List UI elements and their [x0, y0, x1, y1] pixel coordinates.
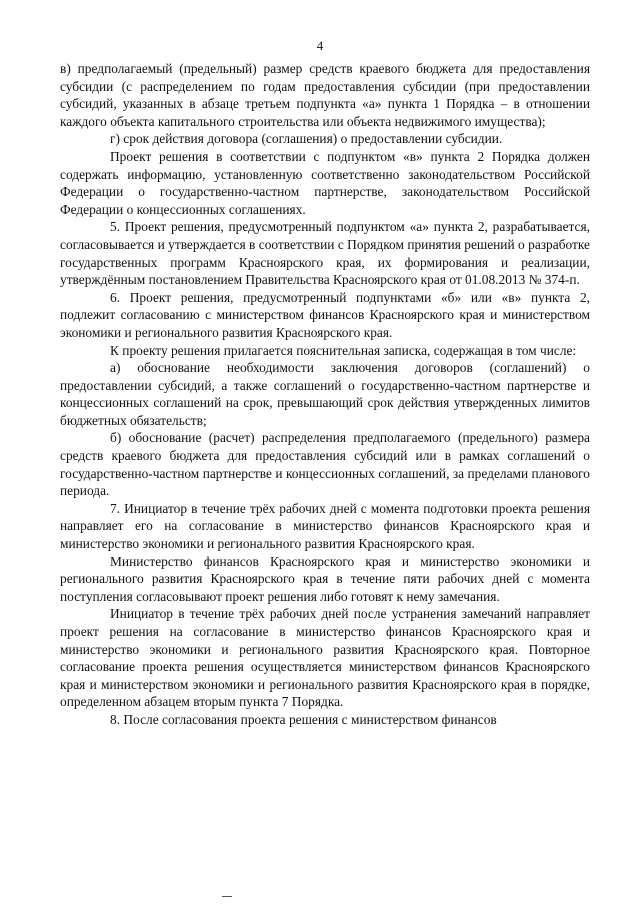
paragraph-item-6: 6. Проект решения, предусмотренный подпунктами «б» или «в» пункта 2, подлежит согласованию с министерством финансов Красноярского края и министерством экономики и регионального развития Красноярского края.	[60, 289, 590, 340]
paragraph-item-7: 7. Инициатор в течение трёх рабочих дней с момента подготовки проекта решения направляет его на согласование в министерство финансов Красноярского края и министерство экономики и регионального развития Красноярского края.	[60, 500, 590, 552]
paragraph-v: в) предполагаемый (предельный) размер средств краевого бюджета для предоставления субсидии (с распределением по годам предоставления субсидии (при предоставлении субсидий, указанных в абзаце третьем подпункта «а» пункта 1 Порядка – в отношении каждого объекта капитального строительства или объекта недвижимого имущества);	[60, 61, 590, 129]
footer-mark	[222, 896, 232, 897]
paragraph-b: б) обоснование (расчет) распределения предполагаемого (предельного) размера средств краевого бюджета для предоставления субсидий или в рамках соглашений о государственно-частном партнерстве и концессионных соглашений, за пределами планового периода.	[60, 430, 590, 499]
paragraph-item-8: 8. После согласования проекта решения с министерством финансов	[110, 711, 497, 727]
paragraph-explanatory-note: К проекту решения прилагается пояснительная записка, содержащая в том числе:	[110, 342, 577, 358]
page-number: 4	[316, 38, 324, 53]
paragraph-a: а) обоснование необходимости заключения договоров (соглашений) о предоставлении субсидий, а также соглашений о государственно-частном партнерстве и концессионных соглашений на срок, превышающий срок действия утвержденных лимитов бюджетных обязательств;	[60, 360, 590, 428]
paragraph-project-v: Проект решения в соответствии с подпунктом «в» пункта 2 Порядка должен содержать информацию, установленную соответственно законодательством Российской Федерации о государственно-частном партнерстве, законодательством Российской Федерации о концессионных соглашениях.	[60, 148, 590, 217]
paragraph-g: г) срок действия договора (соглашения) о предоставлении субсидии.	[110, 131, 503, 147]
paragraph-item-5: 5. Проект решения, предусмотренный подпунктом «а» пункта 2, разрабатывается, согласовывается и утверждается в соответствии с Порядком принятия решений о разработке государственных программ Красноярского края, их формирования и реализации, утверждённым постановлением Правительства Красноярского края от 01.08.2013 № 374-п.	[60, 219, 590, 288]
paragraph-ministry-review: Министерство финансов Красноярского края и министерство экономики и регионального развития Красноярского края в течение пяти рабочих дней с момента поступления согласовывают проект решения либо готовят к нему замечания.	[60, 553, 590, 604]
document-body	[60, 60, 590, 729]
paragraph-resubmission: Инициатор в течение трёх рабочих дней после устранения замечаний направляет проект решения на согласование в министерство финансов Красноярского края и министерство экономики и регионального развития Красноярского края. Повторное согласование проекта решения осуществляется министерством финансов Красноярского края и министерством экономики и регионального развития Красноярского края в порядке, определенном абзацем вторым пункта 7 Порядка.	[60, 606, 590, 710]
